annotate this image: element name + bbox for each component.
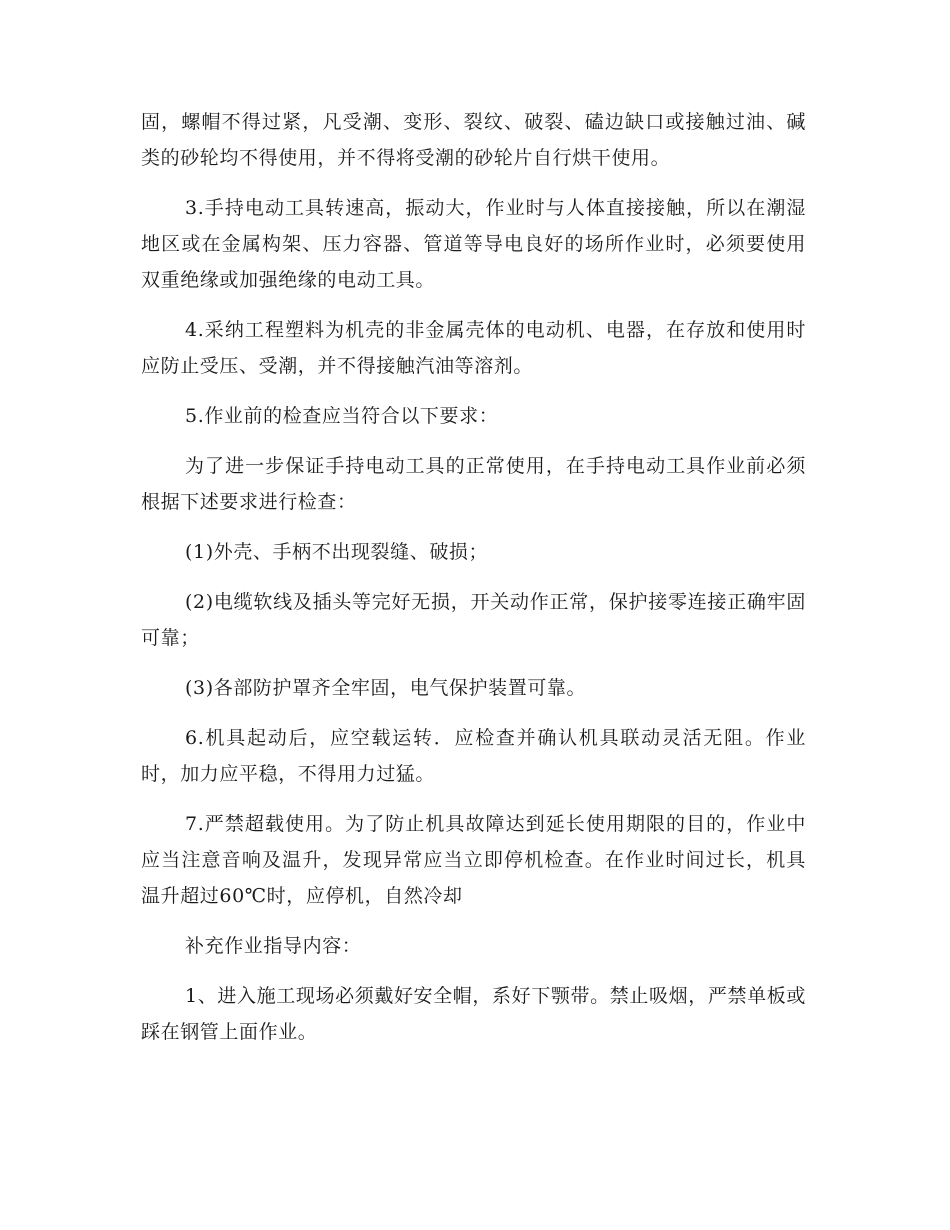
paragraph-subitem-1: (1)外壳、手柄不出现裂缝、破损； <box>185 541 489 563</box>
paragraph-subitem-3: (3)各部防护罩齐全牢固，电气保护装置可靠。 <box>185 677 587 699</box>
paragraph-inspection-intro: 为了进一步保证手持电动工具的正常使用，在手持电动工具作业前必须根据下述要求进行检查： <box>141 455 806 513</box>
paragraph-continuation: 固，螺帽不得过紧，凡受潮、变形、裂纹、破裂、磕边缺口或接触过油、碱类的砂轮均不得使用，并不得将受潮的砂轮片自行烘干使用。 <box>141 111 806 169</box>
paragraph-item-3: 3.手持电动工具转速高，振动大，作业时与人体直接接触，所以在潮湿地区或在金属构架、压力容器、管道等导电良好的场所作业时，必须要使用双重绝缘或加强绝缘的电动工具。 <box>141 197 806 291</box>
paragraph-subitem-2: (2)电缆软线及插头等完好无损，开关动作正常，保护接零连接正确牢固可靠； <box>141 591 806 649</box>
paragraph-item-6: 6.机具起动后，应空载运转．应检查并确认机具联动灵活无阻。作业时，加力应平稳，不得用力过猛。 <box>141 727 806 785</box>
paragraph-supplement-heading: 补充作业指导内容： <box>185 935 362 957</box>
paragraph-item-5: 5.作业前的检查应当符合以下要求： <box>185 405 499 427</box>
paragraph-supplement-item-1: 1、进入施工现场必须戴好安全帽，系好下颚带。禁止吸烟，严禁单板或踩在钢管上面作业。 <box>141 985 806 1043</box>
document-page <box>141 104 806 1064</box>
paragraph-item-4: 4.采纳工程塑料为机壳的非金属壳体的电动机、电器，在存放和使用时应防止受压、受潮，并不得接触汽油等溶剂。 <box>141 319 806 377</box>
paragraph-item-7: 7.严禁超载使用。为了防止机具故障达到延长使用期限的目的，作业中应当注意音响及温升，发现异常应当立即停机检查。在作业时间过长，机具温升超过60℃时，应停机，自然冷却 <box>141 813 806 907</box>
